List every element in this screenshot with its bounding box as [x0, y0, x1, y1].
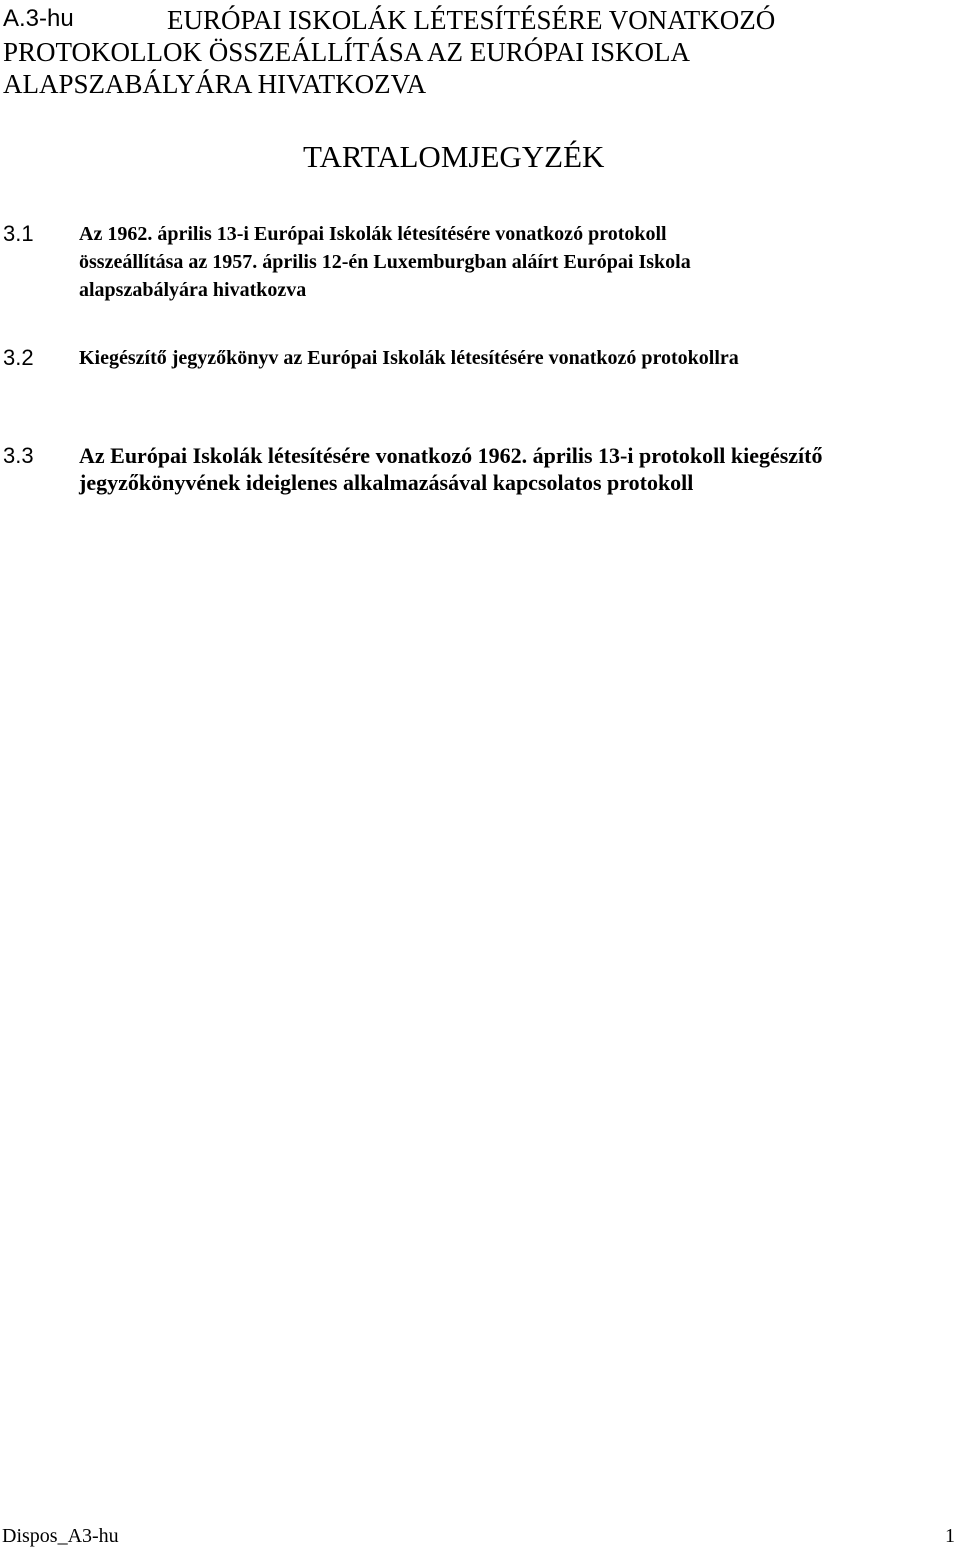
- document-title-line-1: EURÓPAI ISKOLÁK LÉTESÍTÉSÉRE VONATKOZÓ: [167, 5, 776, 35]
- footer-page-number: 1: [945, 1525, 955, 1547]
- toc-heading: TARTALOMJEGYZÉK: [303, 139, 605, 174]
- footer-document-reference: Dispos_A3-hu: [2, 1525, 119, 1547]
- document-title-line-2: PROTOKOLLOK ÖSSZEÁLLÍTÁSA AZ EURÓPAI ISKOLA: [3, 37, 691, 67]
- toc-entry-text: Kiegészítő jegyzőkönyv az Európai Iskolák létesítésére vonatkozó protokollra: [79, 347, 739, 369]
- toc-entry-number: 3.1: [3, 221, 34, 246]
- document-title: [3, 4, 775, 100]
- toc-entry-text: Az 1962. április 13-i Európai Iskolák létesítésére vonatkozó protokoll összeállítása az 1957. április 12-én Luxemburgban aláírt Európai Iskola alapszabályára hivatkozva: [79, 223, 691, 301]
- document-title-line-3: ALAPSZABÁLYÁRA HIVATKOZVA: [3, 69, 427, 99]
- toc-entry-number: 3.3: [3, 443, 34, 468]
- toc-entry-text: Az Európai Iskolák létesítésére vonatkozó 1962. április 13-i protokoll kiegészítő jegyzőkönyvének ideiglenes alkalmazásával kapcsolatos protokoll: [79, 443, 823, 495]
- toc-entry-number: 3.2: [3, 345, 34, 370]
- document-code: A.3-hu: [3, 5, 74, 32]
